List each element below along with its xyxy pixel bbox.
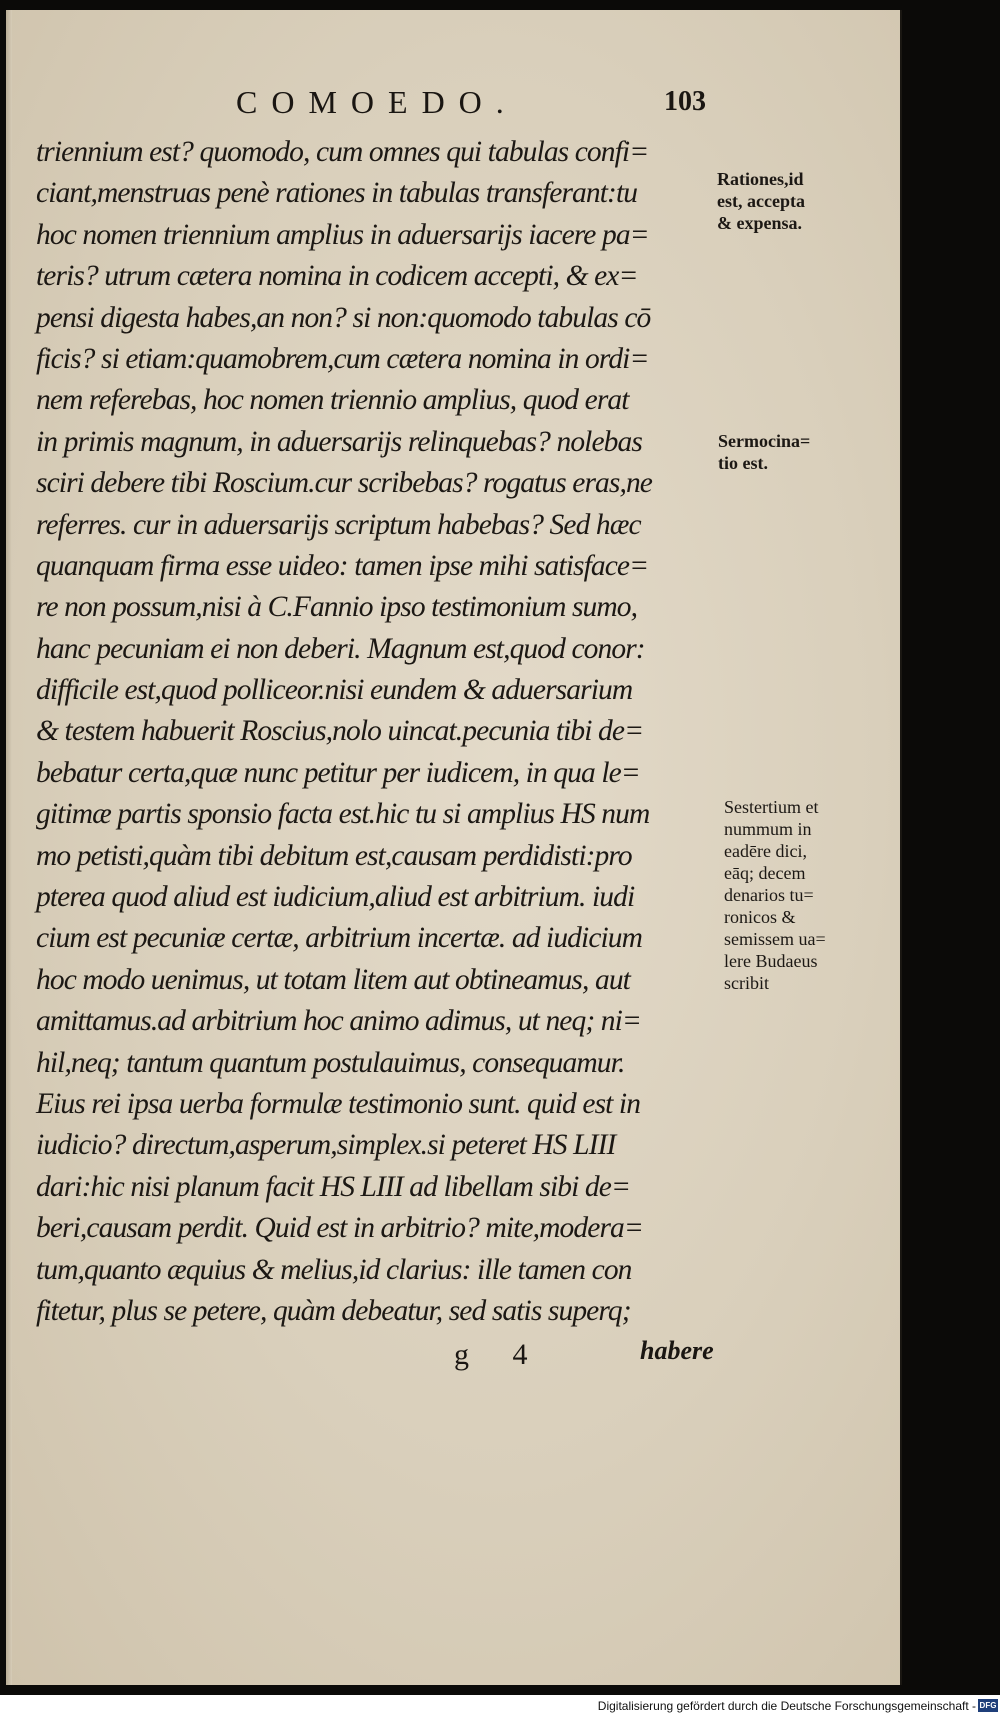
page-gutter	[6, 10, 12, 1685]
text-line: fitetur, plus se petere, quàm debeatur, sed satis superq;	[36, 1294, 631, 1327]
margin-note-sermocinatio: Sermocina= tio est.	[718, 431, 811, 473]
dfg-logo-icon: DFG	[979, 1701, 997, 1710]
text-line: & testem habuerit Roscius,nolo uincat.pecunia tibi de=	[36, 715, 644, 748]
text-line: difficile est,quod polliceor.nisi eundem & aduersarium	[36, 674, 633, 707]
main-text-block	[36, 132, 736, 1332]
text-line: in primis magnum, in aduersarijs relinquebas? nolebas	[36, 425, 642, 458]
text-line: ficis? si etiam:quamobrem,cum cætera nomina in ordi=	[36, 342, 649, 375]
text-line: iudicio? directum,asperum,simplex.si peteret HS LIII	[36, 1129, 616, 1162]
text-line: triennium est? quomodo, cum omnes qui tabulas confi=	[36, 136, 649, 168]
text-line: gitimæ partis sponsio facta est.hic tu si amplius HS num	[36, 798, 650, 831]
text-line: hoc modo uenimus, ut totam litem aut obtineamus, aut	[36, 963, 630, 996]
scan-right-border	[900, 0, 1000, 1695]
running-head: COMOEDO.	[236, 84, 518, 120]
text-line: referres. cur in aduersarijs scriptum habebas? Sed hæc	[36, 508, 641, 541]
text-line: tum,quanto æquius & melius,id clarius: ille tamen con	[36, 1253, 632, 1286]
text-line: Eius rei ipsa uerba formulæ testimonio sunt. quid est in	[36, 1087, 641, 1120]
page-number: 103	[664, 86, 706, 117]
catchword: habere	[640, 1336, 714, 1365]
text-line: teris? utrum cætera nomina in codicem accepti, & ex=	[36, 260, 638, 293]
text-line: beri,causam perdit. Quid est in arbitrio? mite,modera=	[36, 1212, 643, 1245]
text-line: pterea quod aliud est iudicium,aliud est arbitrium. iudi	[36, 881, 635, 914]
text-line: cium est pecuniæ certæ, arbitrium incertæ. ad iudicium	[36, 922, 643, 955]
text-line: hoc nomen triennium amplius in aduersarijs iacere pa=	[36, 218, 649, 251]
text-line: re non possum,nisi à C.Fannio ipso testimonium sumo,	[36, 591, 638, 624]
text-line: ciant,menstruas penè rationes in tabulas transferant:tu	[36, 177, 638, 210]
footer-credit-text: Digitalisierung gefördert durch die Deutsche Forschungsgemeinschaft -	[597, 1699, 976, 1713]
text-line: sciri debere tibi Roscium.cur scribebas? rogatus eras,ne	[36, 467, 653, 500]
text-line: bebatur certa,quæ nunc petitur per iudicem, in qua le=	[36, 756, 640, 789]
digitization-footer	[0, 1695, 1000, 1719]
text-line: dari:hic nisi planum facit HS LIII ad libellam sibi de=	[36, 1170, 630, 1203]
text-line: amittamus.ad arbitrium hoc animo adimus, ut neq; ni=	[36, 1005, 641, 1038]
signature-mark: g 4	[454, 1338, 546, 1371]
text-line: pensi digesta habes,an non? si non:quomodo tabulas cō	[36, 301, 651, 334]
margin-note-sestertium: Sestertium et nummum in eadēre dici, eāq; decem denarios tu= ronicos & semissem ua= lere Budaeus scribit	[724, 797, 826, 993]
text-line: hanc pecuniam ei non deberi. Magnum est,quod conor:	[36, 632, 645, 665]
text-line: hil,neq; tantum quantum postulauimus, consequamur.	[36, 1046, 625, 1079]
text-line: nem referebas, hoc nomen triennio amplius, quod erat	[36, 384, 629, 417]
text-line: quanquam firma esse uideo: tamen ipse mihi satisface=	[36, 549, 649, 582]
margin-note-rationes: Rationes,id est, accepta & expensa.	[717, 169, 805, 233]
text-line: mo petisti,quàm tibi debitum est,causam perdidisti:pro	[36, 839, 632, 872]
